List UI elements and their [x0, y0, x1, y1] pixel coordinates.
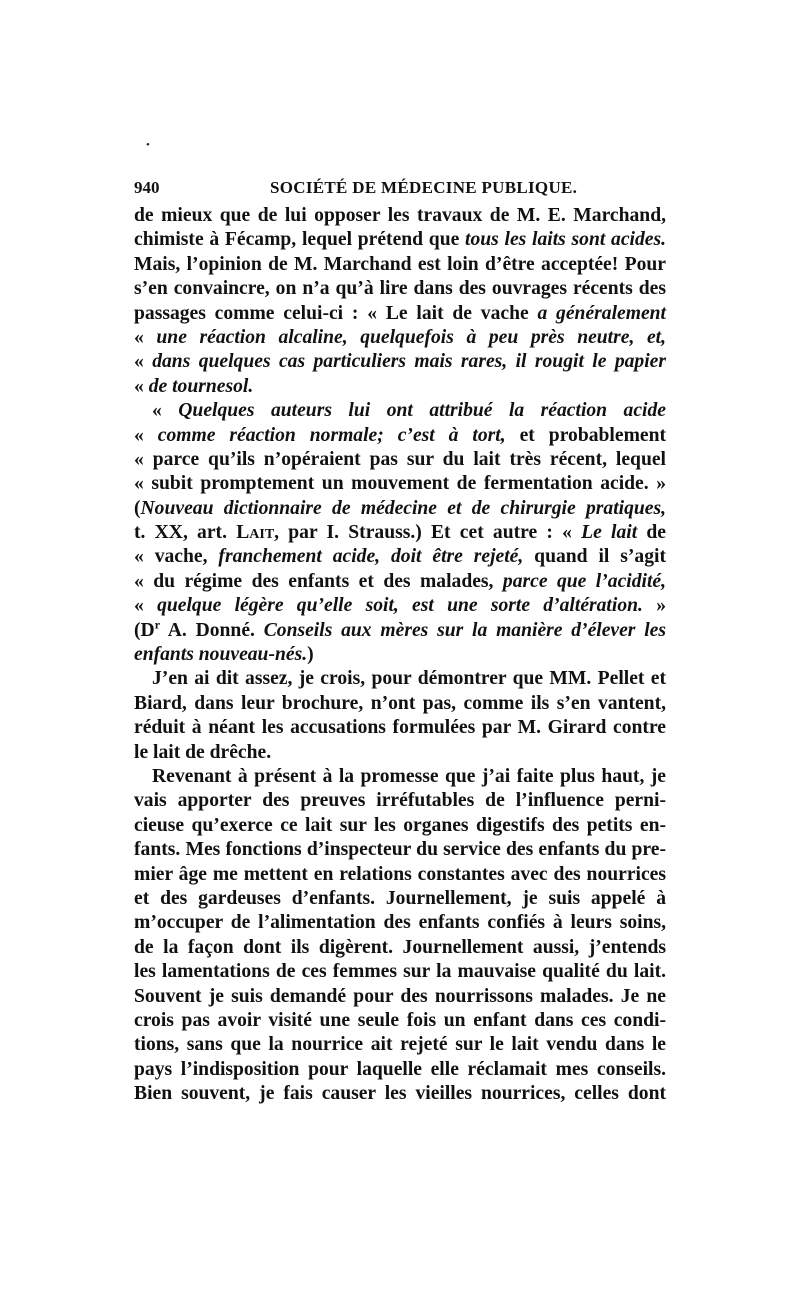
- text-line: [134, 1033, 666, 1057]
- italic-text: comme réaction normale; c’est à tort,: [157, 424, 506, 446]
- line-text: de: [637, 522, 666, 544]
- line-text: tions, sans que la nourrice ait rejeté sur le lait vendu dans le: [134, 1034, 666, 1056]
- line-text: ): [307, 644, 314, 666]
- text-line: [134, 594, 666, 618]
- line-text: le lait de drêche.: [134, 741, 272, 763]
- text-line: [134, 863, 666, 887]
- line-text: de la façon dont ils digèrent. Journellement aussi, j’entends: [134, 936, 666, 958]
- line-text: «: [134, 595, 158, 617]
- text-line: [134, 887, 666, 911]
- italic-text: Quelques auteurs lui ont attribué la réaction acide: [178, 400, 666, 422]
- text-line: [134, 1009, 666, 1033]
- line-text: »: [642, 595, 666, 617]
- italic-text: franchement acide, doit être rejeté,: [218, 546, 524, 568]
- text-line: [134, 497, 666, 521]
- line-text: crois pas avoir visité une seule fois un enfant dans ces condi-: [134, 1009, 666, 1031]
- italic-text: a généralement: [537, 302, 666, 324]
- text-line: [134, 619, 666, 643]
- text-line: [134, 424, 666, 448]
- line-text: A. Donné.: [160, 619, 264, 641]
- line-text: réduit à néant les accusations formulées par M. Girard contre: [134, 717, 666, 739]
- italic-text: quelque légère qu’elle soit, est une sorte d’altération.: [157, 595, 643, 617]
- text-line: [134, 985, 666, 1009]
- text-line: [134, 936, 666, 960]
- italic-text: Le lait: [581, 522, 638, 544]
- italic-text: tous les laits sont acides.: [465, 229, 666, 251]
- line-text: quand il s’agit: [523, 546, 666, 568]
- small-caps-text: Lait: [236, 522, 275, 544]
- line-text: «: [134, 375, 149, 397]
- line-text: Bien souvent, je fais causer les vieilles nourrices, celles dont: [134, 1083, 666, 1105]
- text-line: [134, 448, 666, 472]
- line-text: et des gardeuses d’enfants. Journellement, je suis appelé à: [134, 887, 666, 909]
- line-text: passages comme celui-ci : « Le lait de vache: [134, 302, 538, 324]
- italic-text: dans quelques cas particuliers mais rares, il rougit le papier: [152, 351, 666, 373]
- line-text: « du régime des enfants et des malades,: [134, 570, 503, 592]
- line-text: (: [134, 497, 141, 519]
- text-line: [134, 204, 666, 228]
- text-line: [134, 789, 666, 813]
- line-text: cieuse qu’exerce ce lait sur les organes digestifs des petits en-: [134, 814, 666, 836]
- text-line: [134, 911, 666, 935]
- italic-text: parce que l’acidité,: [502, 570, 666, 592]
- text-line: [134, 277, 666, 301]
- text-line: [134, 570, 666, 594]
- text-line: [134, 472, 666, 496]
- text-line: [134, 1082, 666, 1106]
- line-text: «: [134, 326, 157, 348]
- italic-text: enfants nouveau-nés.: [134, 644, 308, 666]
- italic-text: Conseils aux mères sur la manière d’élever les: [263, 619, 666, 641]
- italic-text: Nouveau dictionnaire de médecine et de chirurgie pratiques,: [140, 497, 666, 519]
- line-text: , par I. Strauss.) Et cet autre : «: [274, 522, 582, 544]
- line-text: Revenant à présent à la promesse que j’ai faite plus haut, je: [152, 765, 666, 787]
- text-line: [134, 838, 666, 862]
- body-text: [134, 204, 666, 1106]
- text-line: [134, 692, 666, 716]
- text-line: [134, 960, 666, 984]
- line-text: Souvent je suis demandé pour des nourrissons malades. Je ne: [134, 985, 666, 1007]
- line-text: « subit promptement un mouvement de fermentation acide. »: [134, 473, 666, 495]
- text-line: [134, 253, 666, 277]
- text-line: [134, 228, 666, 252]
- line-text: les lamentations de ces femmes sur la mauvaise qualité du lait.: [134, 961, 666, 983]
- italic-text: une réaction alcaline, quelquefois à peu près neutre, et,: [156, 326, 666, 348]
- line-text: vais apporter des preuves irréfutables de l’influence perni-: [134, 790, 666, 812]
- superscript-text: r: [154, 617, 161, 632]
- text-line: [134, 326, 666, 350]
- print-speck: •: [146, 139, 150, 151]
- line-text: «: [152, 400, 179, 422]
- line-text: de mieux que de lui opposer les travaux de M. E. Marchand,: [134, 205, 666, 226]
- text-line: [134, 399, 666, 423]
- text-line: [134, 545, 666, 569]
- line-text: mier âge me mettent en relations constantes avec des nourrices: [134, 863, 666, 885]
- page-header: [134, 176, 666, 200]
- line-text: « vache,: [134, 546, 219, 568]
- text-line: [134, 765, 666, 789]
- page-number: 940: [134, 178, 160, 197]
- italic-text: de tournesol.: [148, 375, 254, 397]
- text-line: [134, 350, 666, 374]
- line-text: Biard, dans leur brochure, n’ont pas, comme ils s’en vantent,: [134, 692, 666, 714]
- line-text: t. XX, art.: [134, 522, 237, 544]
- text-line: [134, 302, 666, 326]
- text-line: [134, 814, 666, 838]
- line-text: J’en ai dit assez, je crois, pour démontrer que MM. Pellet et: [152, 668, 666, 690]
- line-text: (D: [134, 619, 155, 641]
- line-text: m’occuper de l’alimentation des enfants confiés à leurs soins,: [134, 912, 666, 934]
- line-text: «: [134, 424, 158, 446]
- text-line: [134, 1058, 666, 1082]
- text-line: [134, 375, 666, 399]
- text-line: [134, 643, 666, 667]
- line-text: «: [134, 351, 153, 373]
- line-text: Mais, l’opinion de M. Marchand est loin d’être acceptée! Pour: [134, 253, 666, 275]
- text-line: [134, 521, 666, 545]
- running-title: SOCIÉTÉ DE MÉDECINE PUBLIQUE.: [270, 178, 578, 197]
- line-text: chimiste à Fécamp, lequel prétend que: [134, 229, 466, 251]
- line-text: s’en convaincre, on n’a qu’à lire dans des ouvrages récents des: [134, 278, 666, 300]
- line-text: pays l’indisposition pour laquelle elle réclamait mes conseils.: [134, 1058, 666, 1080]
- text-line: [134, 716, 666, 740]
- text-line: [134, 741, 666, 765]
- line-text: fants. Mes fonctions d’inspecteur du service des enfants du pre-: [134, 839, 666, 861]
- line-text: « parce qu’ils n’opéraient pas sur du lait très récent, lequel: [134, 448, 666, 470]
- text-line: [134, 667, 666, 691]
- line-text: et probablement: [505, 424, 667, 446]
